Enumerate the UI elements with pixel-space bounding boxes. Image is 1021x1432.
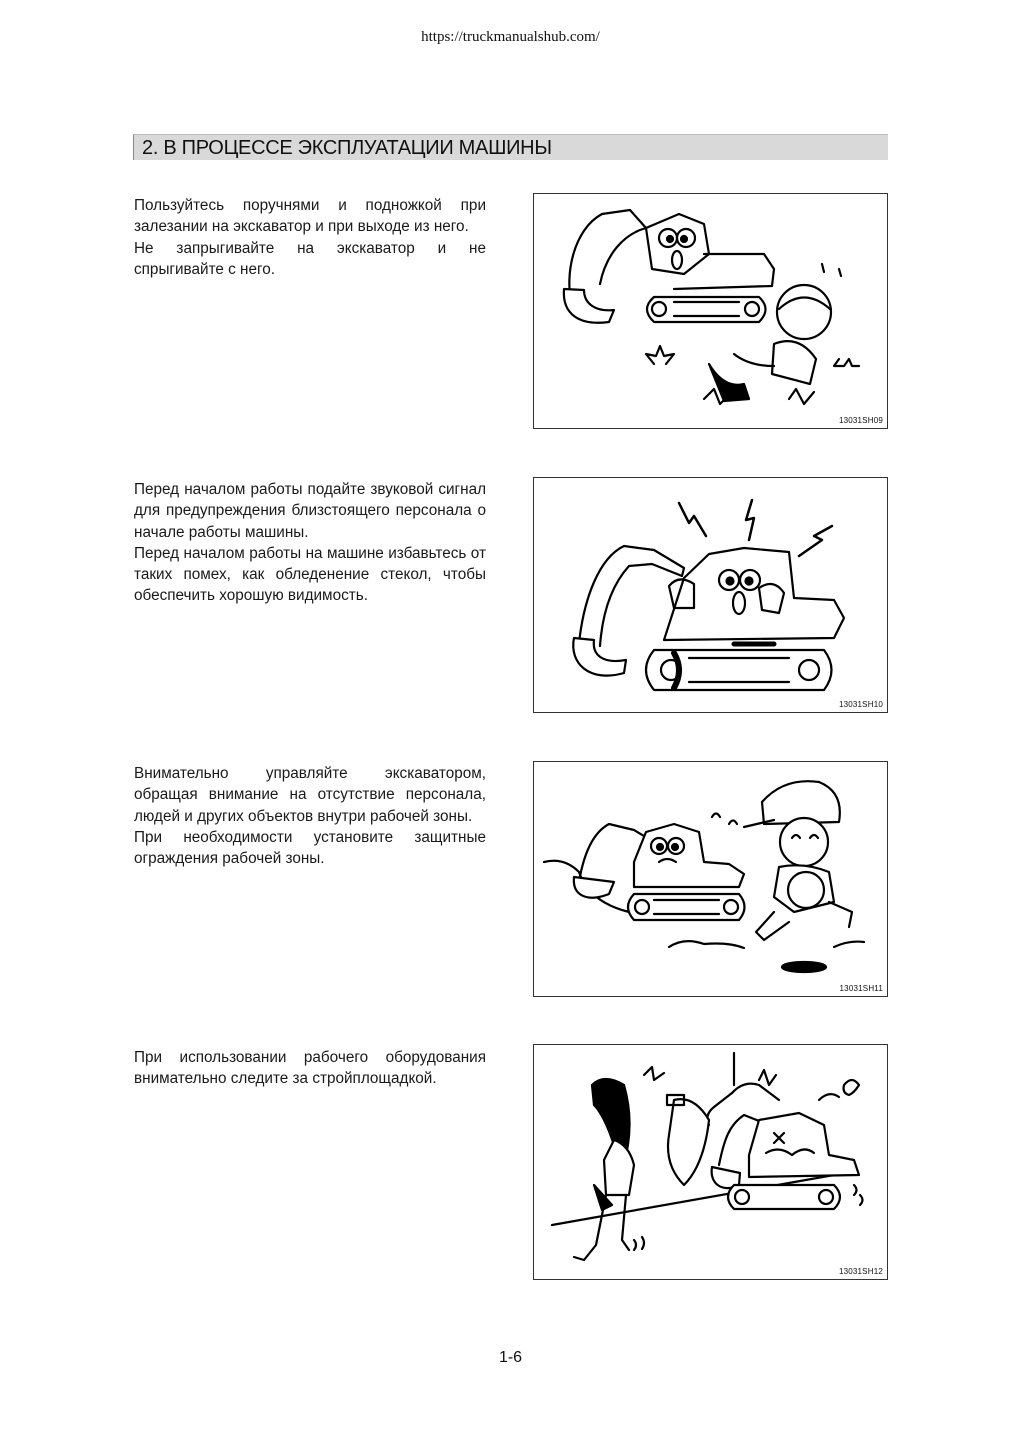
paragraph: Не запрыгивайте на экскаватор и не спрыгивайте с него. [134, 239, 486, 278]
instruction-text-4 [134, 1047, 486, 1090]
illustration-figure-3 [533, 761, 888, 997]
illustration-figure-4 [533, 1044, 888, 1280]
paragraph: Внимательно управляйте экскаватором, обращая внимание на отсутствие персонала, людей и других объектов внутри рабочей зоны. [134, 765, 486, 825]
excavator-woman-illustration [534, 1045, 887, 1279]
paragraph: Перед началом работы подайте звуковой сигнал для предупреждения близстоящего персонала о начале работы машины. [134, 481, 486, 541]
illustration-figure-1 [533, 193, 888, 429]
excavator-worker-illustration [534, 762, 887, 996]
page-number: 1-6 [498, 1349, 523, 1366]
figure-code: 13031SH11 [839, 984, 883, 993]
figure-code: 13031SH09 [838, 416, 883, 425]
excavator-horn-illustration [534, 478, 887, 712]
paragraph: Перед началом работы на машине избавьтесь от таких помех, как обледенение стекол, чтобы обеспечить хорошую видимость. [134, 544, 486, 605]
excavator-illustration [534, 194, 887, 428]
paragraph: При использовании рабочего оборудования внимательно следите за стройплощадкой. [134, 1049, 486, 1088]
illustration-figure-2 [533, 477, 888, 713]
paragraph: При необходимости установите защитные ограждения рабочей зоны. [134, 828, 486, 868]
instruction-text-2 [134, 479, 486, 607]
figure-code: 13031SH10 [838, 700, 883, 709]
paragraph: Пользуйтесь поручнями и подножкой при залезании на экскаватор и при выходе из него. [134, 197, 486, 236]
figure-code: 13031SH12 [838, 1267, 883, 1276]
instruction-text-3 [134, 763, 486, 869]
instruction-text-1 [134, 195, 486, 280]
source-url: https://truckmanualshub.com/ [421, 29, 600, 45]
section-title: 2. В ПРОЦЕССЕ ЭКСПЛУАТАЦИИ МАШИНЫ [133, 134, 888, 160]
